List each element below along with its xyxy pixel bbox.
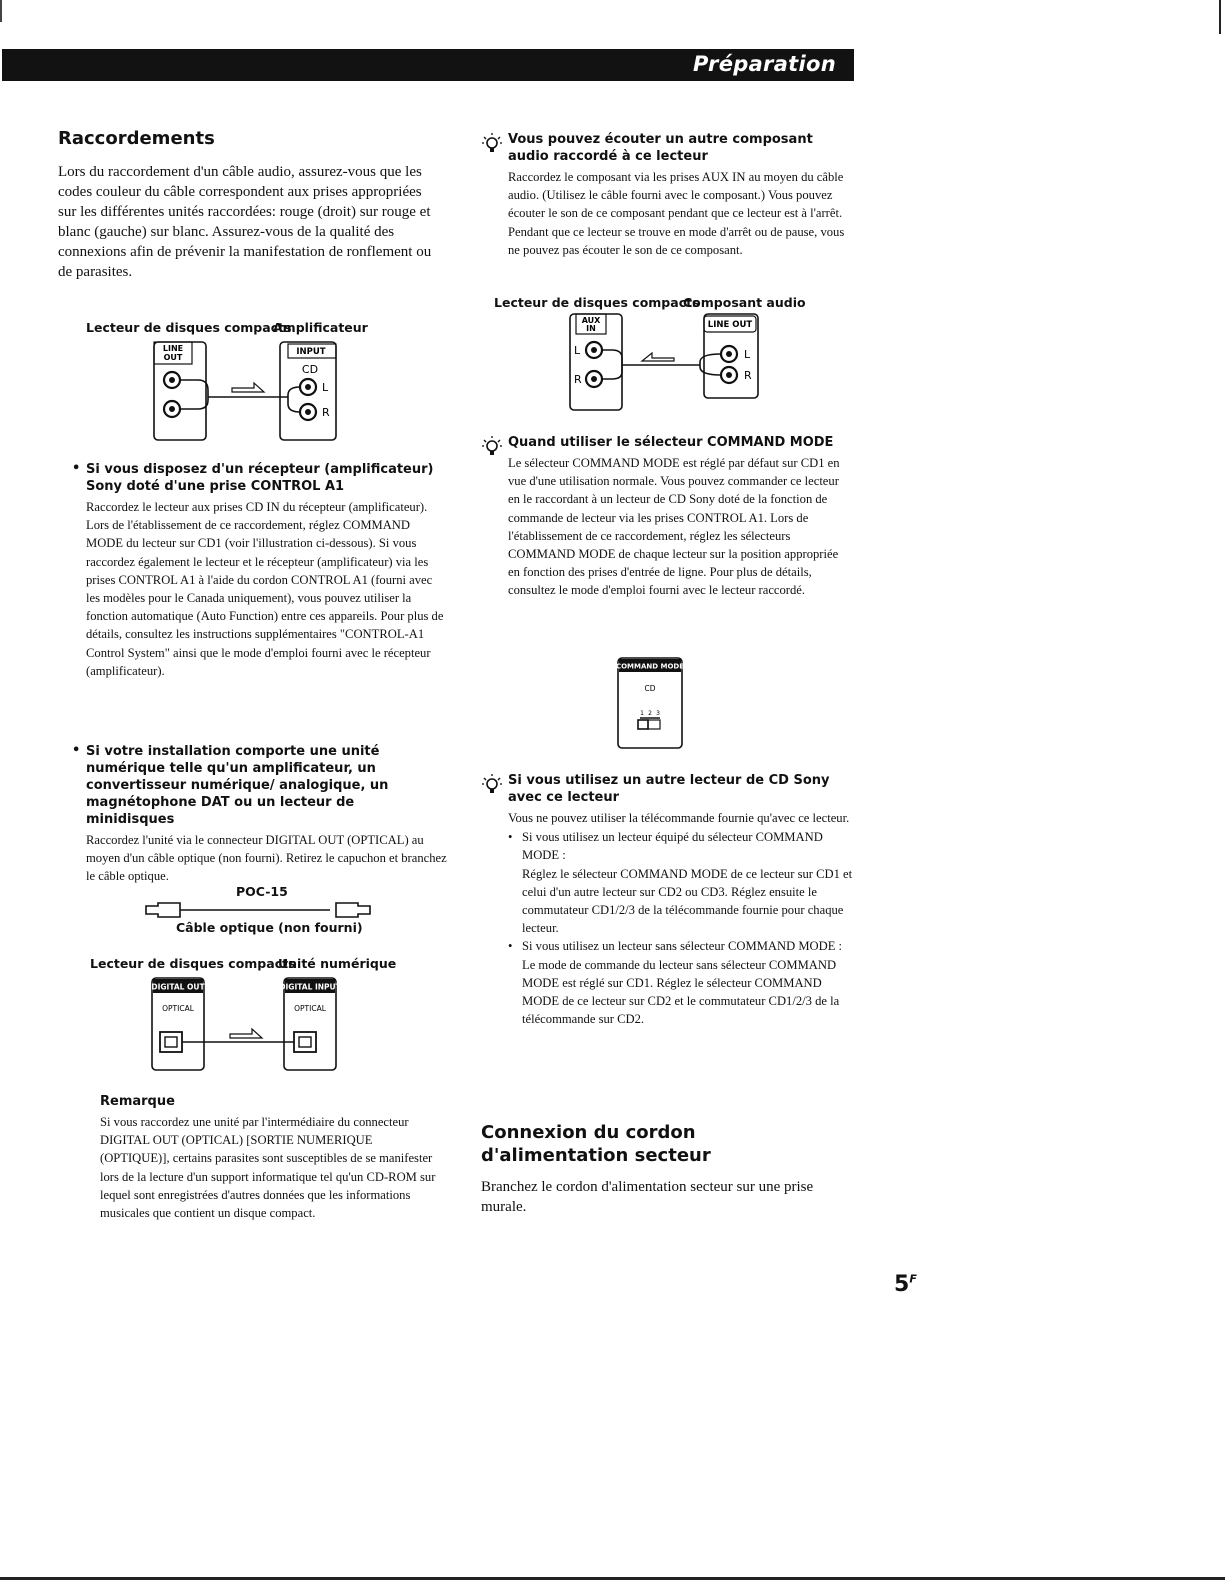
diagram1-jack-left-1: LINE [162,344,184,353]
tip3-item1-text: Réglez le sélecteur COMMAND MODE de ce lecteur sur CD1 et celui d'un autre lecteur sur CD2 ou CD3. Réglez ensuite le commutateur CD1/2/3 de la télécommande fournie pour chaque lecteur. [522,866,853,936]
tip-other-component [508,131,848,259]
diagram1-jack-left-2: OUT [163,353,183,362]
page-number-suffix: F [909,1272,917,1286]
scan-bottom-edge [0,1577,1225,1580]
diagram2-label-right: Unité numérique [278,956,397,971]
selector-label: COMMAND MODE [615,662,685,671]
power-text: Branchez le cordon d'alimentation secteur sur une prise murale. [481,1179,814,1215]
cable-caption: Câble optique (non fourni) [176,920,363,935]
section-heading-raccordements: Raccordements [58,128,215,149]
diagram1-label-left: Lecteur de disques compacts [86,320,292,335]
section-header-bar [2,49,854,81]
selector-pos-3: 3 [656,710,660,717]
diagram3-ch-r-left: R [574,373,582,386]
tip3-list [508,828,853,1028]
tip3-item2-text: Le mode de commande du lecteur sans sélecteur COMMAND MODE est réglé sur CD1. Réglez le sélecteur COMMAND MODE de ce lecteur sur CD2 et le commutateur CD1/2/3 de la télécommande sur CD2. [522,957,840,1027]
scan-edge-mark [0,0,2,22]
diagram3-jack-left-2: IN [586,324,596,333]
tip-command-mode [508,434,848,600]
section-title: Préparation [693,52,836,76]
tip2-heading: Quand utiliser le sélecteur COMMAND MODE [508,435,834,450]
diagram3-label-left: Lecteur de disques compacts [494,295,700,310]
tip3-heading: Si vous utilisez un autre lecteur de CD Sony avec ce lecteur [508,773,830,805]
diagram2-label-left: Lecteur de disques compacts [90,956,296,971]
diagram1-label-right: Amplificateur [273,320,368,335]
bullet2-text: Raccordez l'unité via le connecteur DIGITAL OUT (OPTICAL) au moyen d'un câble optique (non fourni). Retirez le capuchon et branchez le câble optique. [86,833,447,884]
selector-pos-1: 1 [640,710,644,717]
tip-lightbulb-icon [481,772,503,796]
list-item [508,828,853,937]
diagram1-jack-right: INPUT [296,347,326,357]
diagram2-sub-right: OPTICAL [294,1004,326,1013]
bullet-control-a1 [72,461,447,680]
bullet-digital-unit [72,743,447,886]
selector-pos-2: 2 [648,710,652,717]
command-mode-selector-illustration [614,654,688,752]
tip2-text: Le sélecteur COMMAND MODE est réglé par défaut sur CD1 en vue d'une utilisation normale. Vous pouvez commander ce lecteur en le raccordant à un lecteur de CD Sony doté de la fonction de commande de lecteur via les prises CONTROL A1. Lors de l'établissement de ce raccordement, réglez les sélecteurs COMMAND MODE de chaque lecteur sur la position appropriée en fonction des prises d'entrée de ligne. Pour plus de détails, consultez le mode d'emploi fourni avec le lecteur raccordé. [508,456,840,598]
diagram3-jack-left-1: AUX [581,316,601,325]
page-number-value: 5 [894,1272,910,1297]
diagram3-aux-connection [566,312,770,414]
bullet-dot: • [72,743,81,758]
tip1-text: Raccordez le composant via les prises AUX IN au moyen du câble audio. (Utilisez le câble fourni avec le composant.) Vous pouvez écouter le son de ce composant pendant que ce lecteur est à l'arrêt. Pendant que ce lecteur se trouve en mode d'arrêt ou de pause, vous ne pouvez pas écouter le son de ce composant. [508,170,845,257]
tip-lightbulb-icon [481,434,503,458]
note-heading: Remarque [100,1094,175,1109]
bullet1-text: Raccordez le lecteur aux prises CD IN du récepteur (amplificateur). Lors de l'établissement de ce raccordement, réglez COMMAND MODE du lecteur sur CD1 (voir l'illustration ci-dessous). Si vous raccordez également le lecteur et le récepteur (amplificateur) via les prises CONTROL A1 à l'aide du cordon CONTROL A1 (fourni avec les modèles pour le Canada uniquement), vous pouvez utiliser la fonction automatique (Auto Function) entre ces appareils. Pour plus de détails, consultez les instructions supplémentaires "CONTROL-A1 Control System" ainsi que le mode d'emploi fourni avec le récepteur (amplificateur). [86,500,444,678]
diagram2-jack-right: DIGITAL INPUT [279,982,341,992]
tip-other-sony-cd [508,772,853,1028]
tip3-text: Vous ne pouvez utiliser la télécommande fournie qu'avec ce lecteur. [508,811,850,825]
diagram3-jack-right: LINE OUT [707,320,753,330]
intro-paragraph: Lors du raccordement d'un câble audio, assurez-vous que les codes couleur du câble correspondent aux prises appropriées sur les différentes unités raccordées: rouge (droit) sur rouge et blanc (gauche) sur blanc. Assurez-vous de la qualité des connexions afin de prévenir la manifestation de ronflement ou de parasites. [58,164,432,280]
diagram1-jack-right-sub: CD [301,363,319,376]
diagram3-ch-l-right: L [744,348,751,361]
bullet1-heading: Si vous disposez d'un récepteur (amplificateur) Sony doté d'une prise CONTROL A1 [86,462,434,494]
tip3-item1-lead: • Si vous utilisez un lecteur équipé du sélecteur COMMAND MODE : [522,830,823,863]
diagram2-optical-connection [148,974,348,1074]
diagram3-label-right: Composant audio [683,295,806,310]
bullet-dot: • [72,461,81,476]
tip3-item2-lead: • Si vous utilisez un lecteur sans sélecteur COMMAND MODE : [522,939,843,954]
diagram1-ch-l: L [322,381,329,394]
diagram2-jack-left: DIGITAL OUT [151,982,205,992]
scan-edge-mark [1219,0,1221,34]
cable-model: POC-15 [236,884,288,899]
note-block [100,1093,445,1222]
diagram2-sub-left: OPTICAL [162,1004,194,1013]
page-number [894,1272,917,1297]
diagram3-ch-r-right: R [744,369,752,382]
optical-cable-illustration [140,898,376,922]
diagram1-analog-connection [150,340,350,444]
list-item [508,937,853,1028]
note-text: Si vous raccordez une unité par l'intermédiaire du connecteur DIGITAL OUT (OPTICAL) [SORTIE NUMERIQUE (OPTIQUE)], certains parasites sont susceptibles de se manifester lors de la lecture d'un support informatique tel qu'un CD-ROM sur lequel sont enregistrées d'autres données que les informations musicales que contient un disque compact. [100,1115,436,1221]
bullet2-heading: Si votre installation comporte une unité numérique telle qu'un amplificateur, un convertisseur numérique/ analogique, un magnétophone DAT ou un lecteur de minidisques [86,744,389,827]
tip1-heading: Vous pouvez écouter un autre composant audio raccordé à ce lecteur [508,132,813,164]
diagram3-ch-l-left: L [574,344,581,357]
diagram1-ch-r: R [322,406,330,419]
section-heading-power: Connexion du cordon d'alimentation secteur [481,1122,711,1166]
tip-lightbulb-icon [481,131,503,155]
selector-sub: CD [644,684,656,693]
